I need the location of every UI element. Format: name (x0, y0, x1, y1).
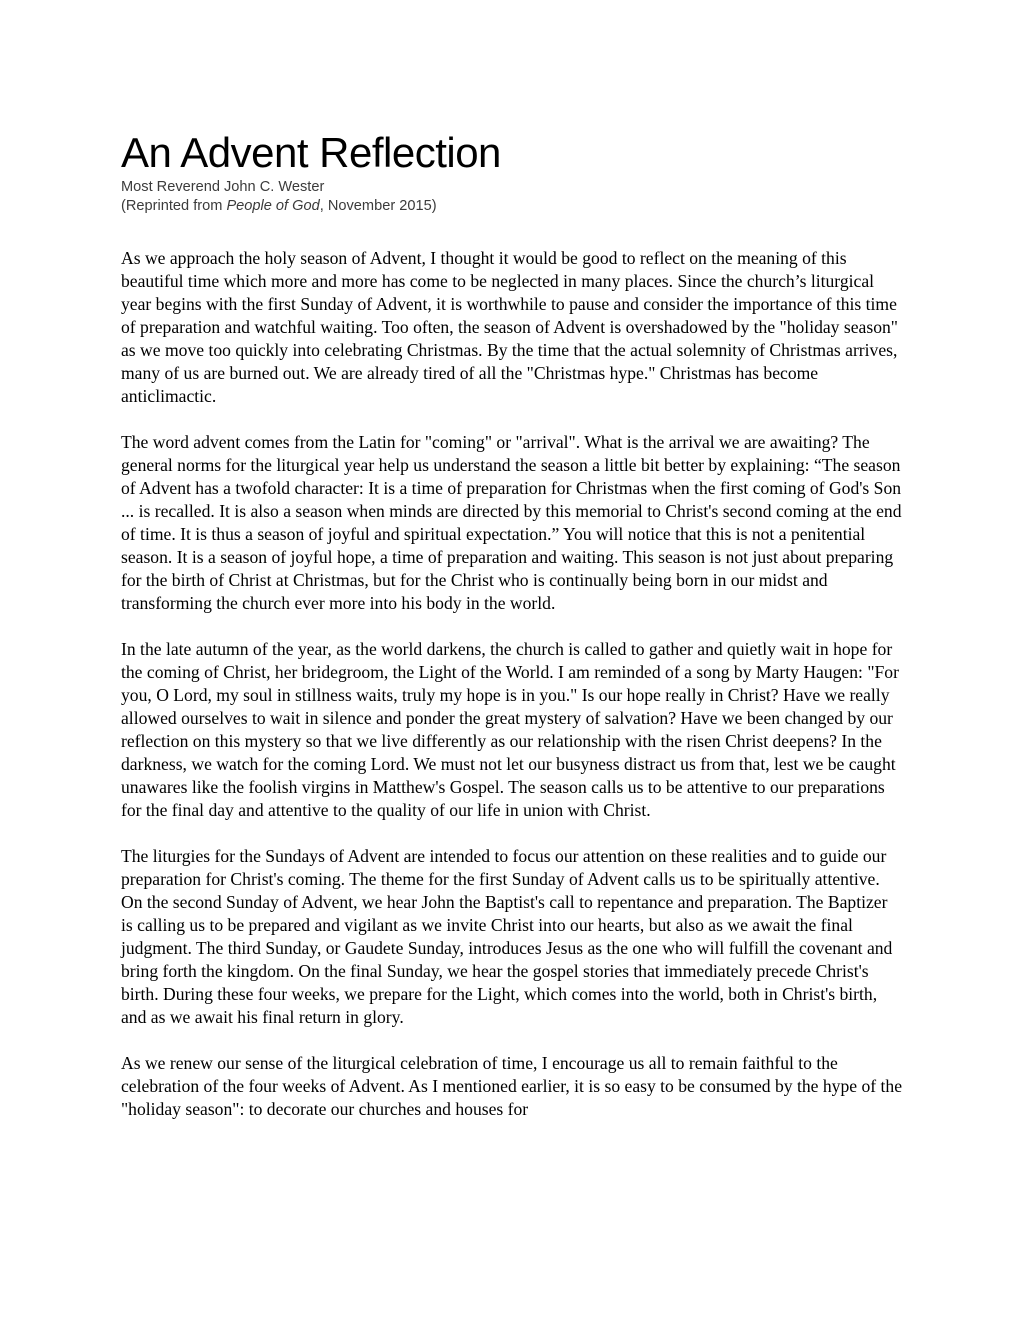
document-title: An Advent Reflection (121, 129, 501, 176)
reprint-prefix: (Reprinted from (121, 198, 227, 214)
article-body (121, 247, 903, 1121)
paragraph-3: In the late autumn of the year, as the world darkens, the church is called to gather and quietly wait in hope for the coming of Christ, her bridegroom, the Light of the World. I am reminded of a song by Marty Haugen: "For you, O Lord, my soul in stillness waits, truly my hope is in you." Is our hope really in Christ? Have we really allowed ourselves to wait in silence and ponder the great mystery of salvation? Have we been changed by our reflection on this mystery so that we live differently as our relationship with the risen Christ deepens? In the darkness, we watch for the coming Lord. We must not let our busyness distract us from that, lest we be caught unawares like the foolish virgins in Matthew's Gospel. The season calls us to be attentive to our preparations for the final day and attentive to the quality of our life in union with Christ. (121, 639, 899, 820)
paragraph-4: The liturgies for the Sundays of Advent are intended to focus our attention on these realities and to guide our preparation for Christ's coming. The theme for the first Sunday of Advent calls us to be spiritually attentive. On the second Sunday of Advent, we hear John the Baptist's call to repentance and preparation. The Baptizer is calling us to be prepared and vigilant as we invite Christ into our hearts, but also as we await the final judgment. The third Sunday, or Gaudete Sunday, introduces Jesus as the one who will fulfill the covenant and bring forth the kingdom. On the final Sunday, we hear the gospel stories that immediately precede Christ's birth. During these four weeks, we prepare for the Light, which comes into the world, both in Christ's birth, and as we await his final return in glory. (121, 846, 893, 1027)
document-page (121, 128, 903, 1144)
paragraph-5: As we renew our sense of the liturgical celebration of time, I encourage us all to remain faithful to the celebration of the four weeks of Advent. As I mentioned earlier, it is so easy to be consumed by the hype of the "holiday season": to decorate our churches and houses for (121, 1053, 903, 1119)
reprint-suffix: , November 2015) (319, 198, 437, 214)
author-line: Most Reverend John C. Wester (121, 179, 325, 195)
paragraph-2: The word advent comes from the Latin for "coming" or "arrival". What is the arrival we are awaiting? The general norms for the liturgical year help us understand the season a little bit better by explaining: “The season of Advent has a twofold character: It is a time of preparation for Christmas when the first coming of God's Son ... is recalled. It is also a season when minds are directed by this memorial to Christ's second coming at the end of time. It is thus a season of joyful and spiritual expectation.” You will notice that this is not a penitential season. It is a season of joyful hope, a time of preparation and waiting. This season is not just about preparing for the birth of Christ at Christmas, but for the Christ who is continually being born in our midst and transforming the church ever more into his body in the world. (121, 432, 902, 613)
reprint-line (121, 197, 903, 216)
reprint-publication: People of God (226, 198, 320, 214)
paragraph-1: As we approach the holy season of Advent, I thought it would be good to reflect on the meaning of this beautiful time which more and more has come to be neglected in many places. Since the church’s liturgical year begins with the first Sunday of Advent, it is worthwhile to pause and consider the importance of this time of preparation and watchful waiting. Too often, the season of Advent is overshadowed by the "holiday season" as we move too quickly into celebrating Christmas. By the time that the actual solemnity of Christmas arrives, many of us are burned out. We are already tired of all the "Christmas hype." Christmas has become anticlimactic. (121, 248, 898, 406)
